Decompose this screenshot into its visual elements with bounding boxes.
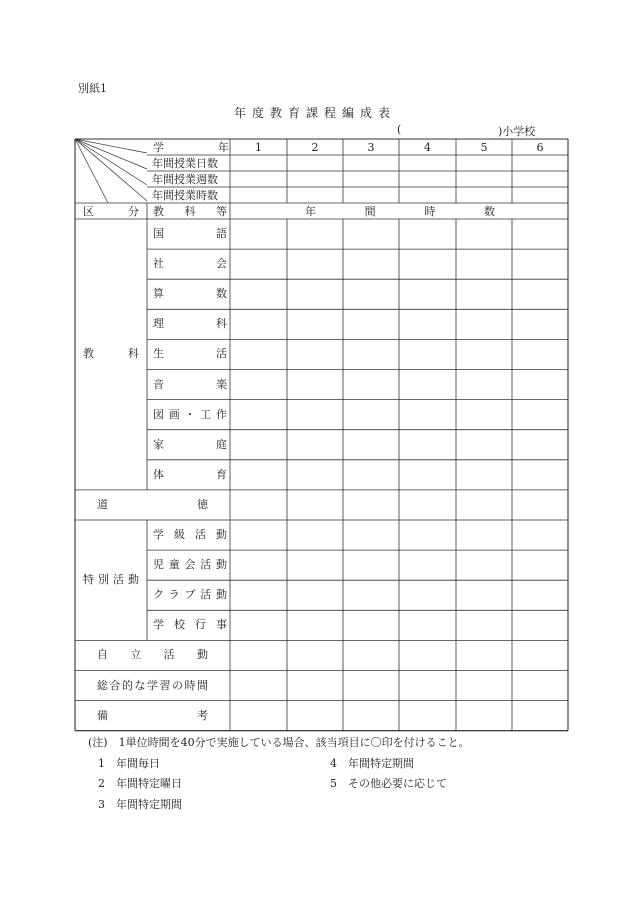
- subject-学校行事: 学 校 行 事: [153, 618, 227, 632]
- subject-社会: 社 会: [153, 257, 227, 271]
- subject-体育: 体 育: [153, 467, 227, 481]
- note-item-1: 1 年間毎日: [98, 757, 160, 770]
- subject-国語: 国 語: [153, 227, 227, 241]
- category-備考: 備 考: [97, 708, 208, 722]
- grade-number-4: 4: [424, 141, 431, 154]
- school-suffix: )小学校: [498, 125, 536, 138]
- subject-家庭: 家 庭: [153, 437, 227, 451]
- subject-生活: 生 活: [153, 347, 227, 361]
- subject-音楽: 音 楽: [153, 377, 227, 391]
- category-特別活動: 特 別 活 動: [83, 573, 139, 587]
- header-diagonal-line: [75, 139, 108, 203]
- grade-number-1: 1: [255, 141, 262, 154]
- category-教科: 教 科: [83, 347, 139, 361]
- document-title: 年度教育課程編成表: [233, 106, 396, 120]
- category-道徳: 道 徳: [97, 497, 208, 511]
- attachment-label: 別紙1: [78, 82, 107, 95]
- school-open-paren: (: [397, 123, 402, 136]
- subject-算数: 算 数: [153, 287, 227, 301]
- header-label-grade: 学 年: [153, 141, 229, 154]
- grade-number-6: 6: [536, 141, 544, 154]
- column-header-category: 区 分: [83, 205, 139, 218]
- subject-クラブ活動: ク ラ ブ 活 動: [153, 588, 227, 602]
- column-header-hours: 年 間 時 数: [305, 205, 495, 218]
- note-item-5: 5 その他必要に応じて: [330, 777, 447, 790]
- grade-number-5: 5: [480, 141, 488, 154]
- header-diagonal-line: [75, 139, 147, 169]
- note-item-4: 4 年間特定期間: [330, 757, 414, 770]
- grade-number-3: 3: [367, 141, 375, 154]
- subject-図画・工作: 図 画 ・ 工 作: [153, 407, 227, 421]
- grade-number-2: 2: [311, 141, 319, 154]
- subject-児童会活動: 児 童 会 活 動: [153, 558, 227, 572]
- note-item-3: 3 年間特定期間: [98, 798, 182, 811]
- column-header-subject: 教 科 等: [153, 205, 227, 218]
- header-label-2: 年間授業週数: [152, 173, 218, 186]
- subject-理科: 理 科: [153, 317, 227, 331]
- header-diagonal-line: [75, 139, 147, 201]
- header-label-3: 年間授業時数: [152, 189, 218, 202]
- subject-学級活動: 学 級 活 動: [153, 528, 227, 542]
- header-label-1: 年間授業日数: [152, 157, 218, 170]
- category-総合的な学習の時間: 総 合 的 な 学 習 の 時 間: [97, 678, 208, 692]
- note-item-2: 2 年間特定曜日: [98, 777, 182, 790]
- notes-lead: (注) 1単位時間を40分で実施している場合、該当項目に〇印を付けること。: [88, 736, 470, 749]
- category-自立活動: 自 立 活 動: [97, 648, 208, 662]
